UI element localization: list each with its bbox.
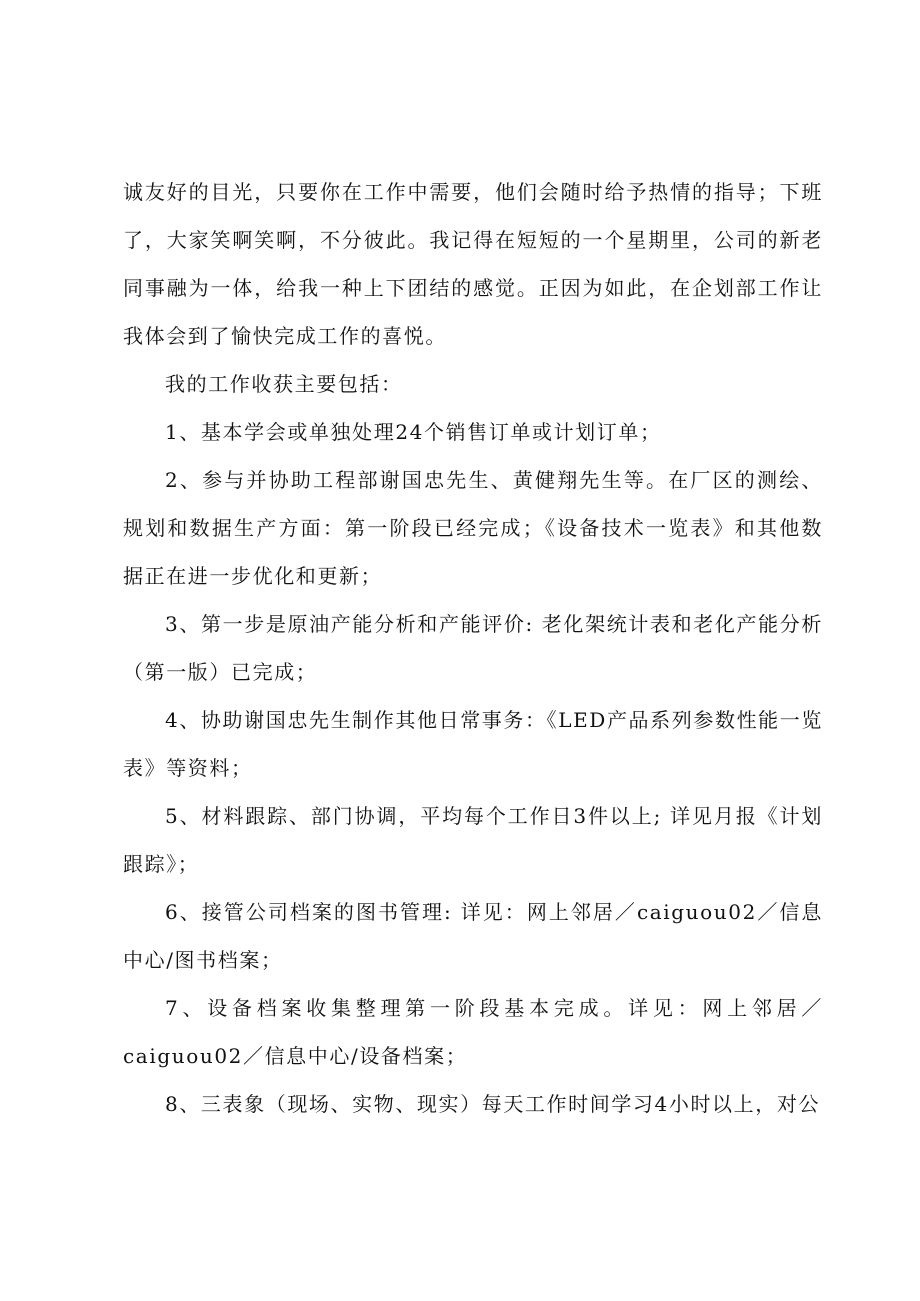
list-item-3: 3、第一步是原油产能分析和产能评价: 老化架统计表和老化产能分析（第一版）已完成； <box>123 612 823 684</box>
list-item-7: 7、设备档案收集整理第一阶段基本完成。详见：网上邻居／caiguou02／信息中心/设备档案； <box>123 996 823 1068</box>
list-item-6: 6、接管公司档案的图书管理: 详见：网上邻居／caiguou02／信息中心/图书档案； <box>123 900 823 972</box>
list-item-8: 8、三表象（现场、实物、现实）每天工作时间学习4小时以上，对公 <box>165 1092 821 1116</box>
paragraph-gains-intro: 我的工作收获主要包括： <box>165 372 403 396</box>
list-item-1: 1、基本学会或单独处理24个销售订单或计划订单； <box>165 420 662 444</box>
list-item-4: 4、协助谢国忠先生制作其他日常事务：《LED产品系列参数性能一览表》等资料； <box>123 708 823 780</box>
paragraph-continued: 诚友好的目光，只要你在工作中需要，他们会随时给予热情的指导；下班了，大家笑啊笑啊，不分彼此。我记得在短短的一个星期里，公司的新老同事融为一体，给我一种上下团结的感觉。正因为如此，在企划部工作让我体会到了愉快完成工作的喜悦。 <box>123 180 823 348</box>
document-body <box>123 168 823 1128</box>
list-item-5: 5、材料跟踪、部门协调，平均每个工作日3件以上; 详见月报《计划跟踪》； <box>123 804 823 876</box>
list-item-2: 2、参与并协助工程部谢国忠先生、黄健翔先生等。在厂区的测绘、规划和数据生产方面：第一阶段已经完成；《设备技术一览表》和其他数据正在进一步优化和更新； <box>123 468 823 588</box>
